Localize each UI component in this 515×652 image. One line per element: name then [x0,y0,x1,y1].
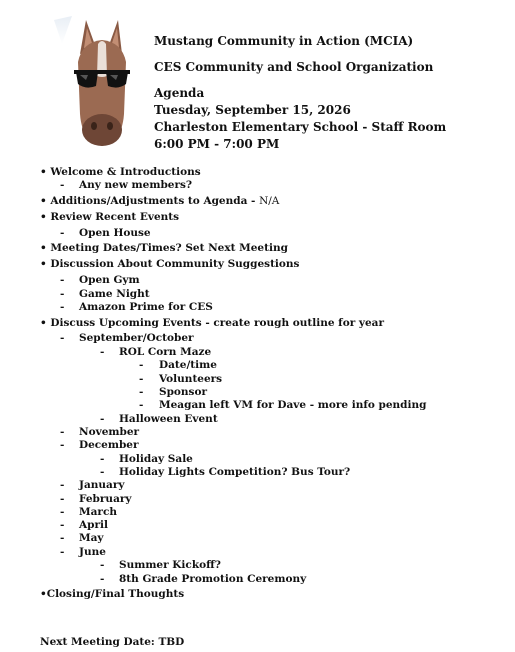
agenda-subitem: Date/time [159,359,217,371]
dash: - [100,346,105,358]
agenda-subitem: Any new members? [79,179,193,191]
dash: - [60,493,65,505]
dash: - [60,479,65,491]
meeting-time: 6:00 PM - 7:00 PM [154,137,280,151]
agenda-subitem: Sponsor [159,386,208,398]
dash: - [60,179,65,191]
dash: - [60,288,65,300]
org-name: Mustang Community in Action (MCIA) [154,34,414,48]
dash: - [60,274,65,286]
agenda-subitem: Holiday Sale [119,453,193,465]
agenda-item: • Discussion About Community Suggestions [40,258,300,270]
agenda-subitem: March [79,506,117,518]
dash: - [60,532,65,544]
meeting-location: Charleston Elementary School - Staff Room [154,120,447,134]
agenda-item: • Meeting Dates/Times? Set Next Meeting [40,242,288,254]
agenda-subitem: 8th Grade Promotion Ceremony [119,573,307,585]
agenda-label: Agenda [154,86,205,100]
agenda-subitem: Game Night [79,288,150,300]
dash: - [60,301,65,313]
agenda-subitem: Amazon Prime for CES [79,301,213,313]
agenda-subitem: Open House [79,227,151,239]
dash: - [60,546,65,558]
org-subtitle: CES Community and School Organization [154,60,434,74]
agenda-subitem: April [79,519,108,531]
meeting-date: Tuesday, September 15, 2026 [154,103,351,117]
agenda-item: •Closing/Final Thoughts [40,588,185,600]
dash: - [139,373,144,385]
dash: - [60,439,65,451]
agenda-subitem: September/October [79,332,194,344]
dash: - [100,559,105,571]
dash: - [139,399,144,411]
agenda-subitem: May [79,532,104,544]
agenda-item: • Review Recent Events [40,211,180,223]
agenda-subitem: June [79,546,106,558]
dash: - [60,506,65,518]
agenda-subitem: January [79,479,125,491]
dash: - [60,519,65,531]
dash: - [100,453,105,465]
agenda-subitem: ROL Corn Maze [119,346,212,358]
dash: - [60,227,65,239]
agenda-item-value: N/A [259,195,280,207]
next-meeting-date: Next Meeting Date: TBD [40,636,185,648]
dash: - [100,466,105,478]
agenda-subitem: November [79,426,140,438]
agenda-subitem: Meagan left VM for Dave - more info pending [159,399,427,411]
agenda-subitem: Volunteers [159,373,223,385]
agenda-subitem: Halloween Event [119,413,218,425]
dash: - [100,573,105,585]
agenda-subitem: December [79,439,139,451]
agenda-item: • Discuss Upcoming Events - create rough outline for year [40,317,385,329]
dash: - [139,359,144,371]
dash: - [100,413,105,425]
dash: - [139,386,144,398]
dash: - [60,332,65,344]
agenda-subitem: Open Gym [79,274,140,286]
agenda-subitem: February [79,493,132,505]
agenda-item: • Welcome & Introductions [40,166,201,178]
dash: - [60,426,65,438]
agenda-subitem: Holiday Lights Competition? Bus Tour? [119,466,351,478]
agenda-item [40,195,279,208]
agenda-subitem: Summer Kickoff? [119,559,221,571]
agenda-item-label: • Additions/Adjustments to Agenda - [40,195,260,207]
